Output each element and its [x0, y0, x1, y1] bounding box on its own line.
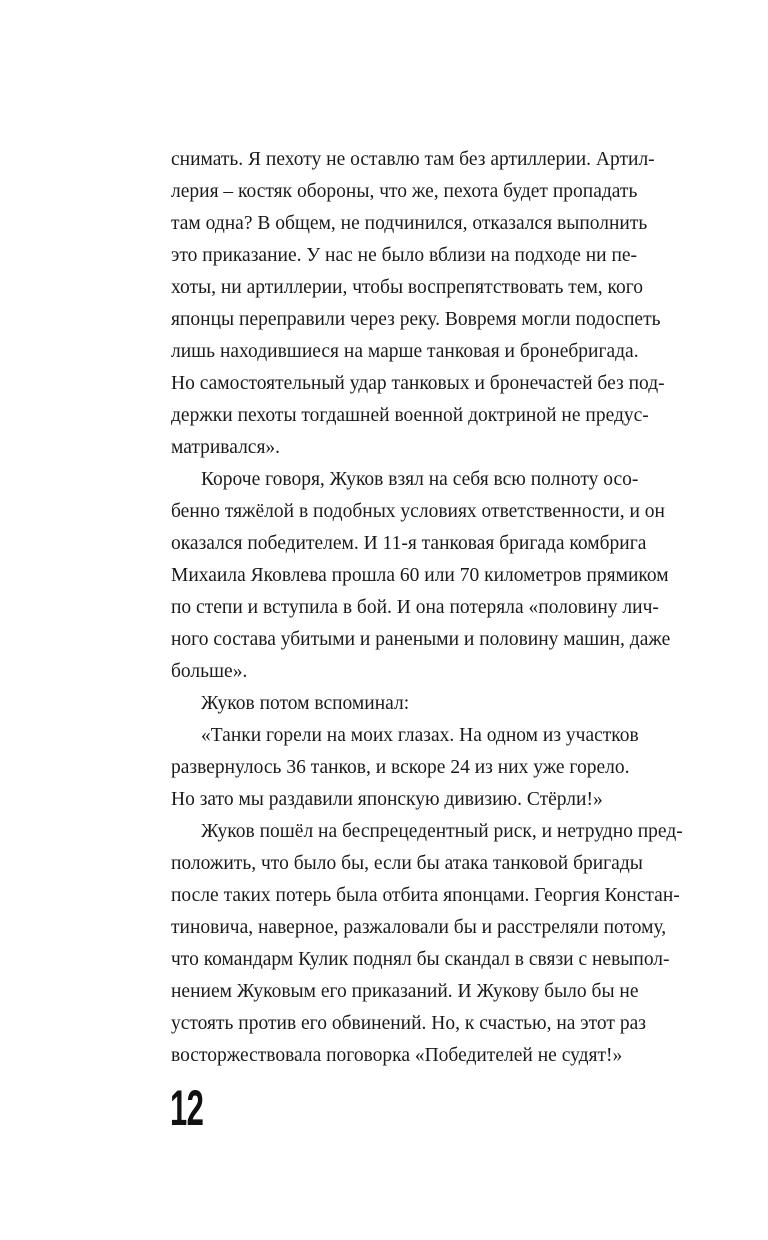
text-line: Жуков пошёл на беспрецедентный риск, и нетрудно пред- — [201, 821, 683, 842]
text-line: лишь находившиеся на марше танковая и бронебригада. — [171, 341, 639, 362]
text-line: снимать. Я пехоту не оставлю там без артиллерии. Артил- — [171, 149, 655, 170]
paragraph — [171, 688, 601, 720]
text-line: Короче говоря, Жуков взял на себя всю полноту осо- — [201, 469, 639, 490]
page-body-text — [171, 144, 683, 1072]
text-line: восторжествовала поговорка «Победителей не судят!» — [171, 1045, 623, 1066]
text-line: это приказание. У нас не было вблизи на подходе ни пе- — [171, 245, 638, 266]
text-line: Жуков потом вспоминал: — [201, 693, 410, 714]
page-number: 12 — [170, 1080, 204, 1136]
text-line: что командарм Кулик поднял бы скандал в связи с невыпол- — [171, 949, 670, 970]
text-line: японцы переправили через реку. Вовремя могли подоспеть — [171, 309, 661, 330]
text-line: бенно тяжёлой в подобных условиях ответственности, и он — [171, 501, 665, 522]
paragraph — [171, 144, 665, 464]
text-line: Но зато мы раздавили японскую дивизию. Стёрли!» — [171, 789, 603, 810]
text-line: хоты, ни артиллерии, чтобы воспрепятствовать тем, кого — [171, 277, 644, 298]
text-line: Михаила Яковлева прошла 60 или 70 километров прямиком — [171, 565, 669, 586]
text-line: держки пехоты тогдашней военной доктриной не предус- — [171, 405, 649, 426]
text-line: лерия – костяк обороны, что же, пехота будет пропадать — [171, 181, 638, 202]
text-line: Но самостоятельный удар танковых и бронечастей без под- — [171, 373, 665, 394]
text-line: развернулось 36 танков, и вскоре 24 из них уже горело. — [171, 757, 630, 778]
text-line: «Танки горели на моих глазах. На одном из участков — [201, 725, 639, 746]
text-line: больше». — [171, 661, 248, 682]
quote-paragraph — [171, 720, 639, 816]
text-line: устоять против его обвинений. Но, к счастью, на этот раз — [171, 1013, 646, 1034]
text-line: там одна? В общем, не подчинился, отказался выполнить — [171, 213, 648, 234]
paragraph — [171, 816, 683, 1072]
paragraph — [171, 464, 671, 688]
text-line: ного состава убитыми и ранеными и половину машин, даже — [171, 629, 671, 650]
text-line: после таких потерь была отбита японцами. Георгия Констан- — [171, 885, 680, 906]
text-line: по степи и вступила в бой. И она потеряла «половину лич- — [171, 597, 659, 618]
text-line: нением Жуковым его приказаний. И Жукову было бы не — [171, 981, 639, 1002]
text-line: оказался победителем. И 11-я танковая бригада комбрига — [171, 533, 647, 554]
text-line: положить, что было бы, если бы атака танковой бригады — [171, 853, 643, 874]
text-line: матривался». — [171, 437, 281, 458]
text-line: тиновича, наверное, разжаловали бы и расстреляли потому, — [171, 917, 667, 938]
